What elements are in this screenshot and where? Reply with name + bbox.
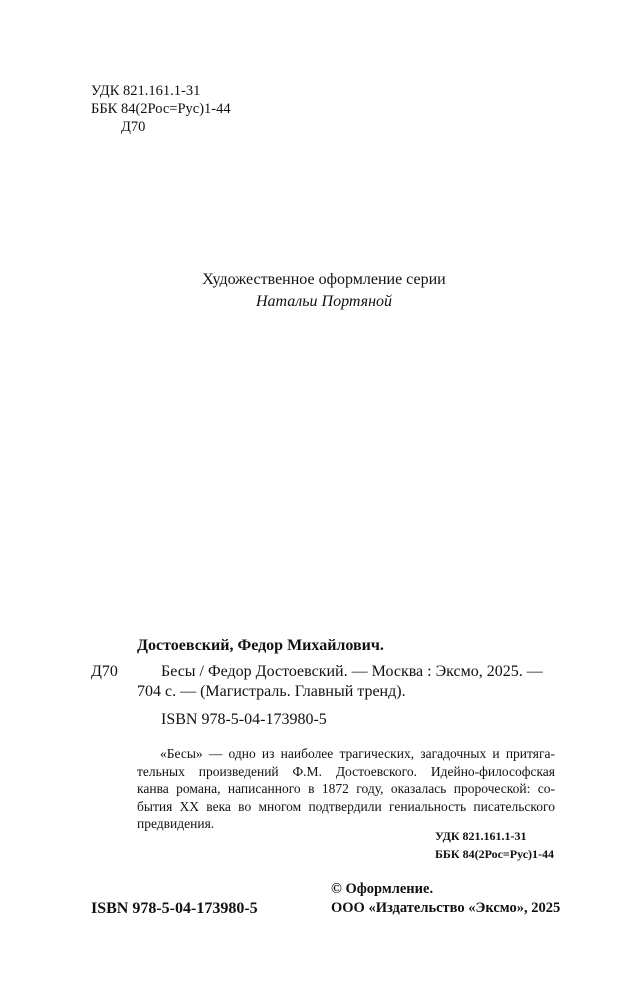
- copyright-publisher: ООО «Издательство «Эксмо», 2025: [331, 900, 561, 916]
- catalog-description-line1: Бесы / Федор Достоевский. — Москва : Эксмо, 2025. —: [161, 663, 543, 680]
- catalog-bbk: ББК 84(2Рос=Рус)1-44: [435, 847, 555, 861]
- catalog-isbn: ISBN 978-5-04-173980-5: [161, 711, 327, 728]
- catalog-udk: УДК 821.161.1-31: [435, 829, 527, 843]
- author-mark-top: Д70: [121, 119, 146, 135]
- annotation-line: «Бесы» — одно из наиболее трагических, загадочных и притяга-: [160, 746, 555, 761]
- annotation-line: бытия XX века во многом подтвердили гениальность писательского: [137, 798, 555, 814]
- catalog-author-heading: Достоевский, Федор Михайлович.: [137, 637, 384, 654]
- catalog-author-mark: Д70: [91, 663, 118, 680]
- udk-code-top: УДК 821.161.1-31: [91, 83, 201, 99]
- catalog-description-line2: 704 с. — (Магистраль. Главный тренд).: [137, 683, 406, 700]
- footer-isbn: ISBN 978-5-04-173980-5: [91, 900, 258, 917]
- bbk-code-top: ББК 84(2Рос=Рус)1-44: [91, 101, 231, 117]
- series-designer-name: Натальи Портяной: [255, 293, 393, 310]
- annotation-line: предвидения.: [137, 816, 215, 831]
- annotation-line: канва романа, написанного в 1872 году, оказалась пророческой: со-: [137, 781, 555, 796]
- annotation-line: тельных произведений Ф.М. Достоевского. Идейно-философская: [137, 763, 555, 779]
- copyright-design: © Оформление.: [331, 881, 434, 897]
- catalog-annotation: [137, 745, 555, 833]
- series-design-credit: Художественное оформление серии: [202, 271, 446, 288]
